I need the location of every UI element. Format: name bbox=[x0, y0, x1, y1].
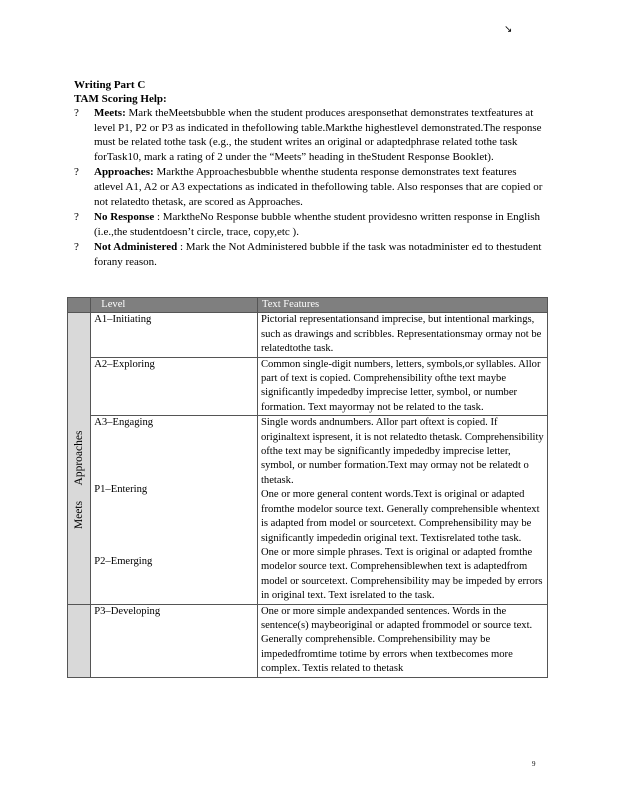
page-number: 9 bbox=[532, 760, 536, 768]
section-header bbox=[74, 78, 167, 106]
corner-arrow-mark: ↘ bbox=[504, 24, 513, 35]
table-row bbox=[68, 313, 548, 357]
bullet-approaches bbox=[74, 165, 544, 209]
features-cell: Pictorial representationsand imprecise, but intentional markings, such as drawings and scribbles. Representationsmay ormay not be relatedtothe task. bbox=[257, 313, 547, 357]
level-cell: P3–Developing bbox=[91, 604, 258, 677]
level-label-p1: P1–Entering bbox=[94, 483, 148, 495]
scoring-help-list bbox=[74, 106, 544, 271]
approaches-group-label: Approaches bbox=[72, 431, 85, 486]
table-row bbox=[68, 416, 548, 604]
features-cell: Common single-digit numbers, letters, symbols,or syllables. Allor part of text is copied. Comprehensibility ofthe text maybe significantly impededby imprecise letter, symbol, or number formation. Text mayormay not be related to the task. bbox=[257, 357, 547, 416]
features-text-p1: One or more general content words.Text is original or adapted fromthe modelor source text. Generally comprehensible whentext is adapted from model or sourcetext. Comprehensibility may be significantly impededin original text. Textisrelated tothe task. bbox=[260, 489, 540, 544]
level-cell: A1–Initiating bbox=[91, 313, 258, 357]
bullet-no-response bbox=[74, 210, 544, 239]
bullet-glyph: ? bbox=[74, 241, 79, 254]
meets-group-cell bbox=[68, 500, 91, 677]
features-column-header: Text Features bbox=[257, 298, 547, 313]
bullet-text: : Mark the Not Administered bubble if the task was notadminister ed to thestudent forany reason. bbox=[94, 241, 542, 268]
table-row bbox=[68, 604, 548, 677]
section-subtitle: TAM Scoring Help: bbox=[74, 93, 167, 105]
bullet-glyph: ? bbox=[74, 211, 79, 224]
bullet-glyph: ? bbox=[74, 107, 79, 119]
bullet-term: No Response bbox=[94, 211, 155, 224]
bullet-not-administered bbox=[74, 240, 544, 269]
level-cell bbox=[91, 416, 258, 604]
section-title: Writing Part C bbox=[74, 79, 146, 91]
level-cell: A2–Exploring bbox=[91, 357, 258, 416]
features-text-p2: One or more simple phrases. Text is original or adapted fromthe modelor source text. Comprehensiblewhen text is adaptedfrom model or sourcetext. Comprehensibility may be impeded by errors in original text. Text isrelated to the task. bbox=[260, 546, 543, 602]
bullet-term: Not Administered bbox=[94, 241, 178, 254]
level-column-header: Level bbox=[91, 298, 258, 313]
features-text-a3: Single words andnumbers. Allor part oftext is copied. If originaltext ispresent, it is not relatedto thetask. Comprehensibility ofthe text may be significantly impededby imprecise letter, symbol, or number formation.Text may ormay not be relatedt o thetask. bbox=[260, 417, 544, 486]
features-cell: One or more simple andexpanded sentences. Words in the sentence(s) maybeoriginal or adapted frommodel or source text. Generally comprehensible. Comprehensibility may be impededfromtime totime by errors when textbecomes more complex. Textis related to thetask bbox=[257, 604, 547, 677]
bullet-meets bbox=[74, 106, 544, 164]
table-header-row bbox=[68, 298, 548, 313]
bullet-text: : MarktheNo Response bubble whenthe student providesno written response in English (i.e.,the studentdoesn’t circle, trace, copy,etc ). bbox=[94, 211, 541, 238]
bullet-glyph: ? bbox=[74, 166, 79, 179]
approaches-group-cell bbox=[68, 313, 91, 604]
table-row bbox=[68, 357, 548, 416]
level-label-p2: P2–Emerging bbox=[94, 556, 153, 568]
text-features-table bbox=[67, 297, 548, 678]
level-label-a3: A3–Engaging bbox=[94, 417, 154, 429]
bullet-text: Mark theMeetsbubble when the student produces aresponsethat demonstrates textfeatures at level P1, P2 or P3 as indicated in thefollowing table.Markthe highestlevel demonstrated.The response must be related tothe task (e.g., the student writes an original or adaptedphrase related tothe task forTask10, mark a rating of 2 under the “Meets” heading in theStudent Response Booklet). bbox=[94, 107, 542, 163]
meets-group-label: Meets bbox=[72, 500, 85, 529]
features-cell bbox=[257, 416, 547, 604]
bullet-text: Markthe Approachesbubble whenthe studenta response demonstrates text features atlevel A1, A2 or A3 expectations as indicated in thefollowing table. Also responses that are copied or not relatedto thetask, are scored as Approaches. bbox=[94, 166, 543, 208]
table-header-blank bbox=[68, 298, 91, 313]
bullet-term: Meets: bbox=[94, 107, 126, 119]
bullet-term: Approaches: bbox=[94, 166, 154, 179]
